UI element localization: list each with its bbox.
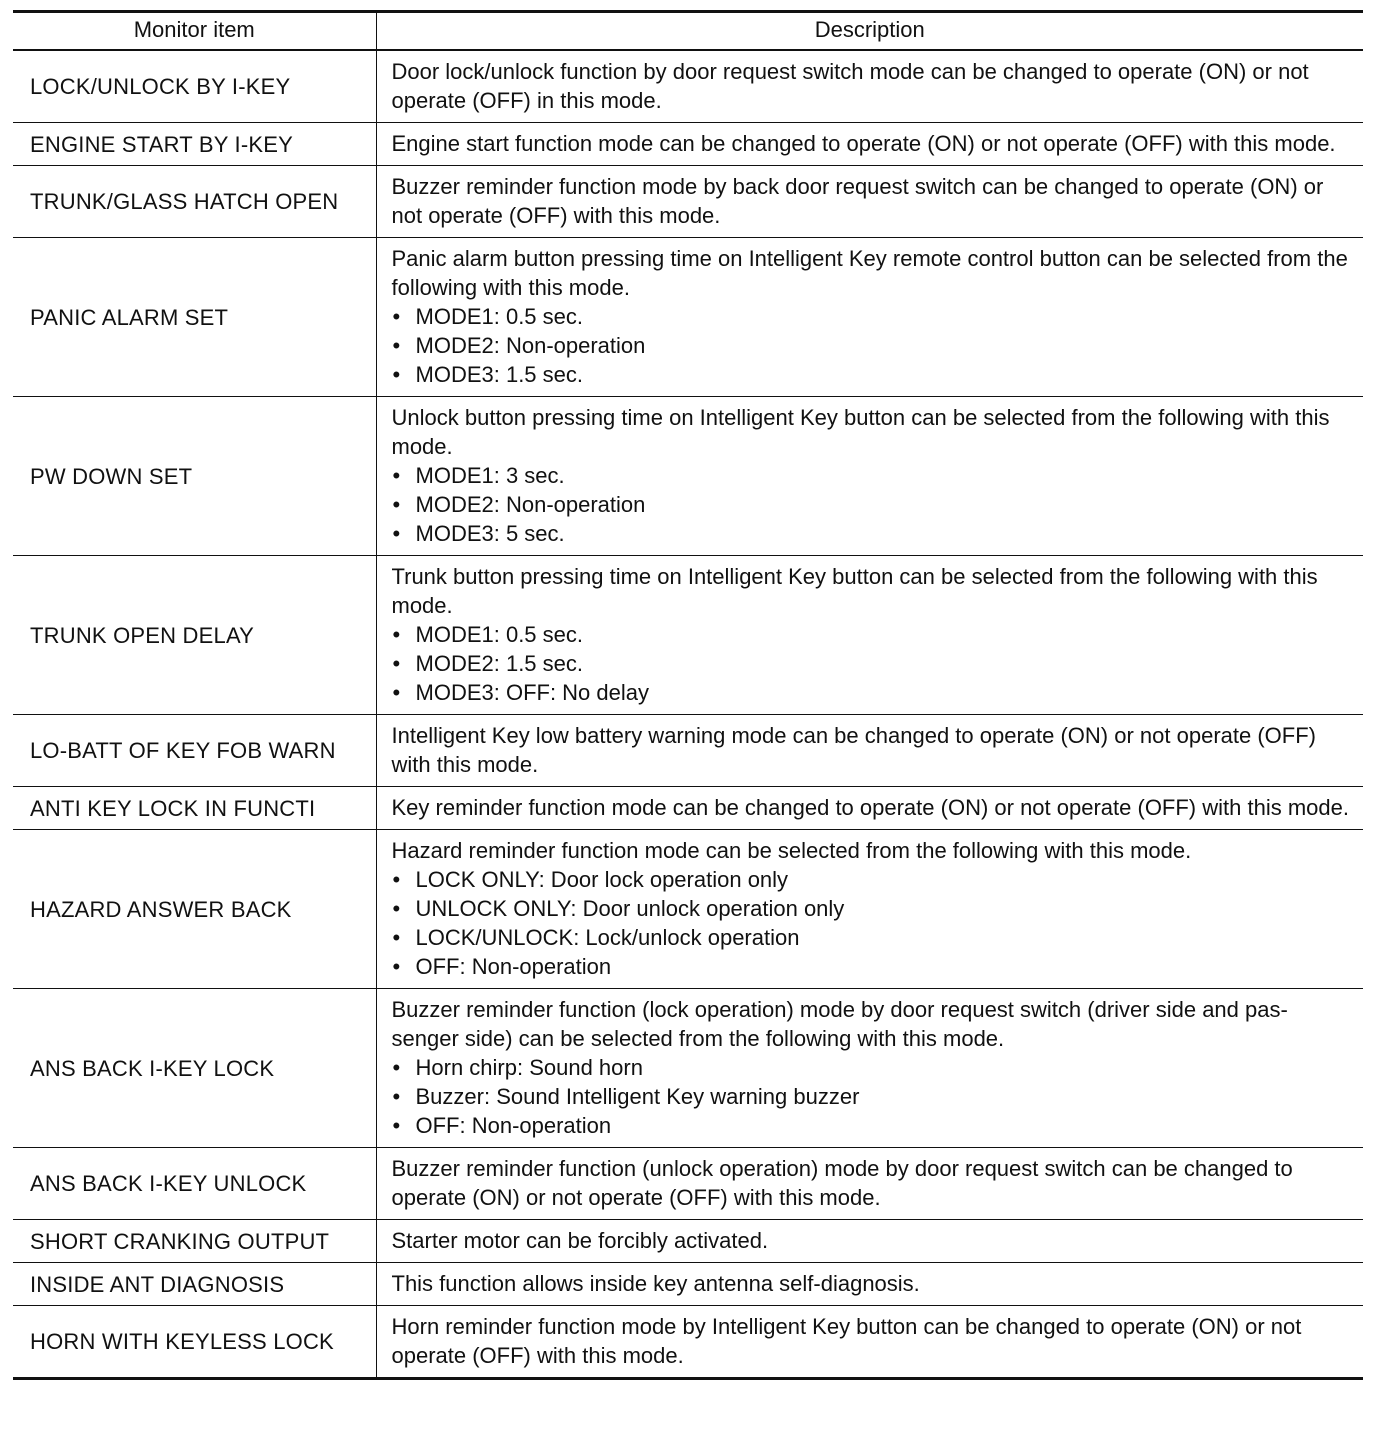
description-cell — [376, 715, 1363, 787]
description-bullet-item: • LOCK ONLY: Door lock operation only — [392, 865, 1352, 894]
description-text: This function allows inside key antenna self-diagnosis. — [391, 1271, 920, 1296]
table-row — [13, 238, 1363, 397]
monitor-item-cell: ENGINE START BY I-KEY — [13, 123, 376, 166]
description-text: Engine start function mode can be changed to operate (ON) or not operate (OFF) with this mode. — [391, 131, 1336, 156]
monitor-item-cell: TRUNK OPEN DELAY — [13, 556, 376, 715]
description-text: Panic alarm button pressing time on Intelligent Key remote control button can be selected from the following with this mode. — [391, 246, 1348, 300]
header-description: Description — [376, 12, 1363, 51]
description-bullet-item: • MODE3: 5 sec. — [392, 519, 1352, 548]
description-bullet-list — [392, 461, 1352, 548]
table-body — [13, 50, 1363, 1379]
description-cell — [376, 238, 1363, 397]
description-bullet-item: • Buzzer: Sound Intelligent Key warning buzzer — [392, 1082, 1352, 1111]
monitor-item-cell: INSIDE ANT DIAGNOSIS — [13, 1263, 376, 1306]
description-cell — [376, 830, 1363, 989]
description-text: Buzzer reminder function (lock operation) mode by door request switch (driver side and pas-senger side) can be selected from the following with this mode. — [391, 997, 1288, 1051]
description-text: Unlock button pressing time on Intelligent Key button can be selected from the following with this mode. — [391, 405, 1330, 459]
description-text: Intelligent Key low battery warning mode can be changed to operate (ON) or not operate (OFF) with this mode. — [391, 723, 1316, 777]
description-text: Trunk button pressing time on Intelligent Key button can be selected from the following with this mode. — [391, 564, 1318, 618]
description-text: Buzzer reminder function (unlock operation) mode by door request switch can be changed to operate (ON) or not operate (OFF) with this mode. — [391, 1156, 1293, 1210]
description-text: Buzzer reminder function mode by back door request switch can be changed to operate (ON) or not operate (OFF) with this mode. — [391, 174, 1324, 228]
description-bullet-item: • MODE2: 1.5 sec. — [392, 649, 1352, 678]
table-header-row — [13, 12, 1363, 51]
table-row — [13, 1148, 1363, 1220]
description-bullet-list — [392, 1053, 1352, 1140]
description-bullet-item: • OFF: Non-operation — [392, 1111, 1352, 1140]
monitor-item-table — [13, 10, 1363, 1380]
description-bullet-item: • OFF: Non-operation — [392, 952, 1352, 981]
table-row — [13, 50, 1363, 123]
description-bullet-item: • LOCK/UNLOCK: Lock/unlock operation — [392, 923, 1352, 952]
description-cell — [376, 1220, 1363, 1263]
monitor-item-cell: HAZARD ANSWER BACK — [13, 830, 376, 989]
table-row — [13, 787, 1363, 830]
description-bullet-item: • Horn chirp: Sound horn — [392, 1053, 1352, 1082]
description-bullet-item: • MODE2: Non-operation — [392, 490, 1352, 519]
description-text: Key reminder function mode can be changed to operate (ON) or not operate (OFF) with this mode. — [391, 795, 1349, 820]
description-cell — [376, 1148, 1363, 1220]
monitor-item-cell: LOCK/UNLOCK BY I-KEY — [13, 50, 376, 123]
monitor-item-cell: ANS BACK I-KEY UNLOCK — [13, 1148, 376, 1220]
table-row — [13, 830, 1363, 989]
description-bullet-item: • MODE1: 0.5 sec. — [392, 302, 1352, 331]
description-bullet-list — [392, 302, 1352, 389]
monitor-item-cell: PANIC ALARM SET — [13, 238, 376, 397]
table-row — [13, 397, 1363, 556]
table-row — [13, 1220, 1363, 1263]
monitor-item-cell: HORN WITH KEYLESS LOCK — [13, 1306, 376, 1379]
monitor-item-cell: SHORT CRANKING OUTPUT — [13, 1220, 376, 1263]
description-cell — [376, 989, 1363, 1148]
description-text: Hazard reminder function mode can be selected from the following with this mode. — [391, 838, 1192, 863]
description-text: Starter motor can be forcibly activated. — [391, 1228, 769, 1253]
table-row — [13, 166, 1363, 238]
table-row — [13, 1263, 1363, 1306]
table-row — [13, 556, 1363, 715]
description-bullet-item: • MODE2: Non-operation — [392, 331, 1352, 360]
description-cell — [376, 50, 1363, 123]
description-bullet-item: • MODE3: OFF: No delay — [392, 678, 1352, 707]
description-cell — [376, 556, 1363, 715]
description-cell — [376, 1263, 1363, 1306]
header-monitor-item: Monitor item — [13, 12, 376, 51]
description-cell — [376, 397, 1363, 556]
monitor-item-cell: ANS BACK I-KEY LOCK — [13, 989, 376, 1148]
table-row — [13, 989, 1363, 1148]
description-text: Door lock/unlock function by door request switch mode can be changed to operate (ON) or not operate (OFF) in this mode. — [391, 59, 1309, 113]
description-cell — [376, 1306, 1363, 1379]
description-cell — [376, 123, 1363, 166]
description-bullet-list — [392, 865, 1352, 981]
description-cell — [376, 787, 1363, 830]
monitor-item-cell: ANTI KEY LOCK IN FUNCTI — [13, 787, 376, 830]
monitor-item-cell: LO-BATT OF KEY FOB WARN — [13, 715, 376, 787]
description-bullet-item: • UNLOCK ONLY: Door unlock operation only — [392, 894, 1352, 923]
description-bullet-item: • MODE3: 1.5 sec. — [392, 360, 1352, 389]
monitor-item-cell: PW DOWN SET — [13, 397, 376, 556]
table-row — [13, 1306, 1363, 1379]
monitor-item-cell: TRUNK/GLASS HATCH OPEN — [13, 166, 376, 238]
description-bullet-list — [392, 620, 1352, 707]
description-bullet-item: • MODE1: 0.5 sec. — [392, 620, 1352, 649]
description-bullet-item: • MODE1: 3 sec. — [392, 461, 1352, 490]
description-cell — [376, 166, 1363, 238]
table-row — [13, 715, 1363, 787]
table-row — [13, 123, 1363, 166]
description-text: Horn reminder function mode by Intelligent Key button can be changed to operate (ON) or not operate (OFF) with this mode. — [391, 1314, 1302, 1368]
